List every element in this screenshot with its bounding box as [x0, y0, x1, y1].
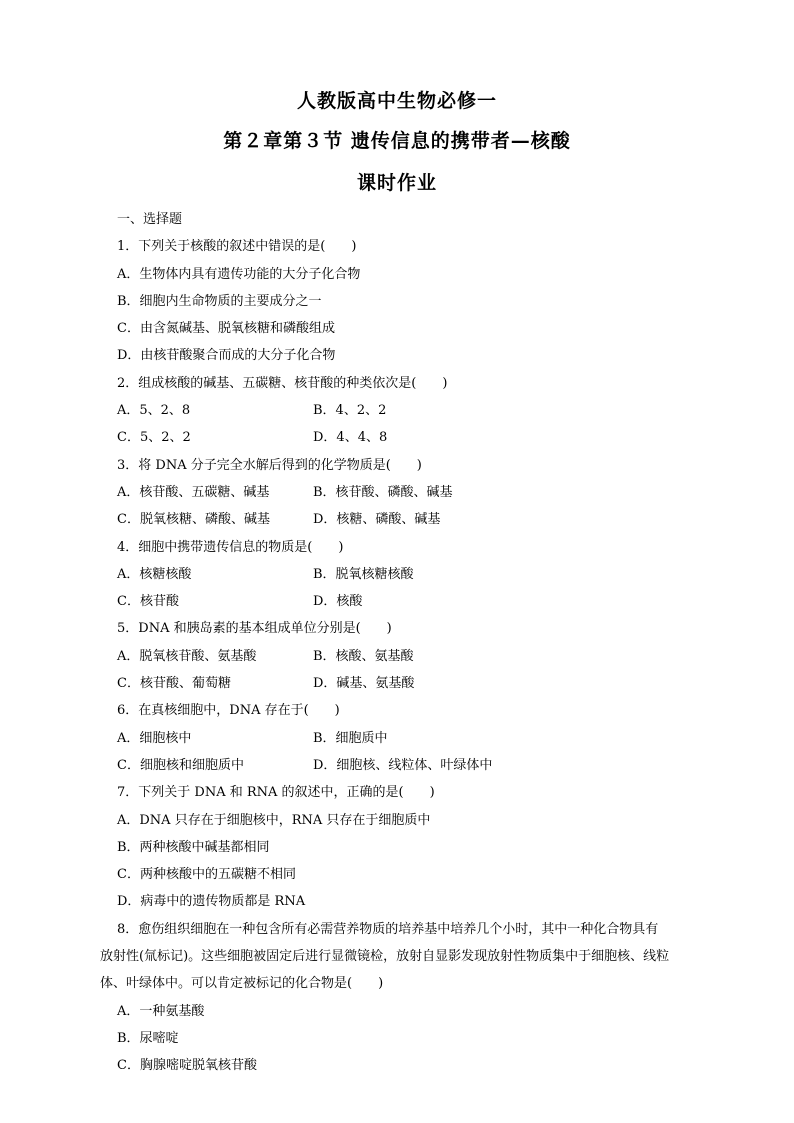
question-8-stem-line-3: 体、叶绿体中。可以肯定被标记的化合物是( ) — [100, 976, 384, 992]
question-4-options-row-1 — [117, 561, 707, 588]
question-2-option-b: B．4、2、2 — [313, 403, 387, 419]
question-1-option-d: D．由核苷酸聚合而成的大分子化合物 — [117, 348, 336, 364]
question-1-option-c: C．由含氮碱基、脱氧核糖和磷酸组成 — [117, 321, 335, 337]
question-3-option-a: A．核苷酸、五碳糖、碱基 — [117, 484, 270, 500]
question-2-options-row-1 — [117, 397, 707, 424]
question-7-option-b: B．两种核酸中碱基都相同 — [117, 839, 270, 855]
question-5-options-row-2 — [117, 670, 707, 697]
question-7-option-d: D．病毒中的遗传物质都是 RNA — [117, 894, 306, 910]
question-3-option-c: C．脱氧核糖、磷酸、碱基 — [117, 512, 270, 528]
question-4-option-d: D．核酸 — [313, 594, 363, 610]
chapter-title: 第２章第３节 遗传信息的携带者—核酸 — [223, 130, 571, 152]
question-4-option-b: B．脱氧核糖核酸 — [313, 566, 414, 582]
question-3-option-b: B．核苷酸、磷酸、碱基 — [313, 484, 453, 500]
question-1-stem: 1．下列关于核酸的叙述中错误的是( ) — [117, 239, 357, 255]
question-8-stem-line-2: 放射性(氚标记)。这些细胞被固定后进行显微镜检，放射自显影发现放射性物质集中于细胞核、线粒 — [100, 949, 670, 965]
section-heading: 一、选择题 — [117, 212, 183, 227]
question-6-option-c: C．细胞核和细胞质中 — [117, 757, 244, 773]
question-5-option-c: C．核苷酸、葡萄糖 — [117, 676, 231, 692]
question-6-options-row-2 — [117, 752, 707, 779]
question-4-stem: 4．细胞中携带遗传信息的物质是( ) — [117, 539, 344, 555]
question-7-stem: 7．下列关于 DNA 和 RNA 的叙述中，正确的是( ) — [117, 785, 435, 801]
question-3-options-row-2 — [117, 506, 707, 533]
question-7-option-c: C．两种核酸中的五碳糖不相同 — [117, 867, 296, 883]
question-8-option-a: A．一种氨基酸 — [117, 1003, 205, 1019]
question-1-option-a: A．生物体内具有遗传功能的大分子化合物 — [117, 266, 361, 282]
question-5-option-a: A．脱氧核苷酸、氨基酸 — [117, 648, 257, 664]
question-5-stem: 5．DNA 和胰岛素的基本组成单位分别是( ) — [117, 621, 392, 637]
question-1-option-b: B．细胞内生命物质的主要成分之一 — [117, 293, 322, 309]
question-5-option-b: B．核酸、氨基酸 — [313, 648, 414, 664]
question-3-option-d: D．核糖、磷酸、碱基 — [313, 512, 441, 528]
question-2-options-row-2 — [117, 424, 707, 451]
question-4-options-row-2 — [117, 588, 707, 615]
question-6-option-b: B．细胞质中 — [313, 730, 388, 746]
question-5-option-d: D．碱基、氨基酸 — [313, 676, 415, 692]
question-8-option-b: B．尿嘧啶 — [117, 1030, 179, 1046]
subtitle: 课时作业 — [356, 172, 437, 194]
question-2-option-d: D．4、4、8 — [313, 430, 388, 446]
question-2-stem: 2．组成核酸的碱基、五碳糖、核苷酸的种类依次是( ) — [117, 375, 448, 391]
question-6-stem: 6．在真核细胞中，DNA 存在于( ) — [117, 703, 340, 719]
question-7-option-a: A．DNA 只存在于细胞核中，RNA 只存在于细胞质中 — [117, 812, 431, 828]
question-6-option-d: D．细胞核、线粒体、叶绿体中 — [313, 757, 493, 773]
question-8-stem-line-1: 8．愈伤组织细胞在一种包含所有必需营养物质的培养基中培养几个小时，其中一种化合物具有 — [117, 921, 659, 937]
document-title: 人教版高中生物必修一 — [296, 90, 497, 112]
question-3-options-row-1 — [117, 479, 707, 506]
question-3-stem: 3．将 DNA 分子完全水解后得到的化学物质是( ) — [117, 457, 422, 473]
question-5-options-row-1 — [117, 643, 707, 670]
question-2-option-a: A．5、2、8 — [117, 403, 191, 419]
question-4-option-c: C．核苷酸 — [117, 594, 179, 610]
question-list — [100, 206, 707, 1080]
question-8-option-c: C．胸腺嘧啶脱氧核苷酸 — [117, 1058, 257, 1074]
question-4-option-a: A．核糖核酸 — [117, 566, 192, 582]
question-6-option-a: A．细胞核中 — [117, 730, 192, 746]
question-2-option-c: C．5、2、2 — [117, 430, 191, 446]
question-6-options-row-1 — [117, 725, 707, 752]
